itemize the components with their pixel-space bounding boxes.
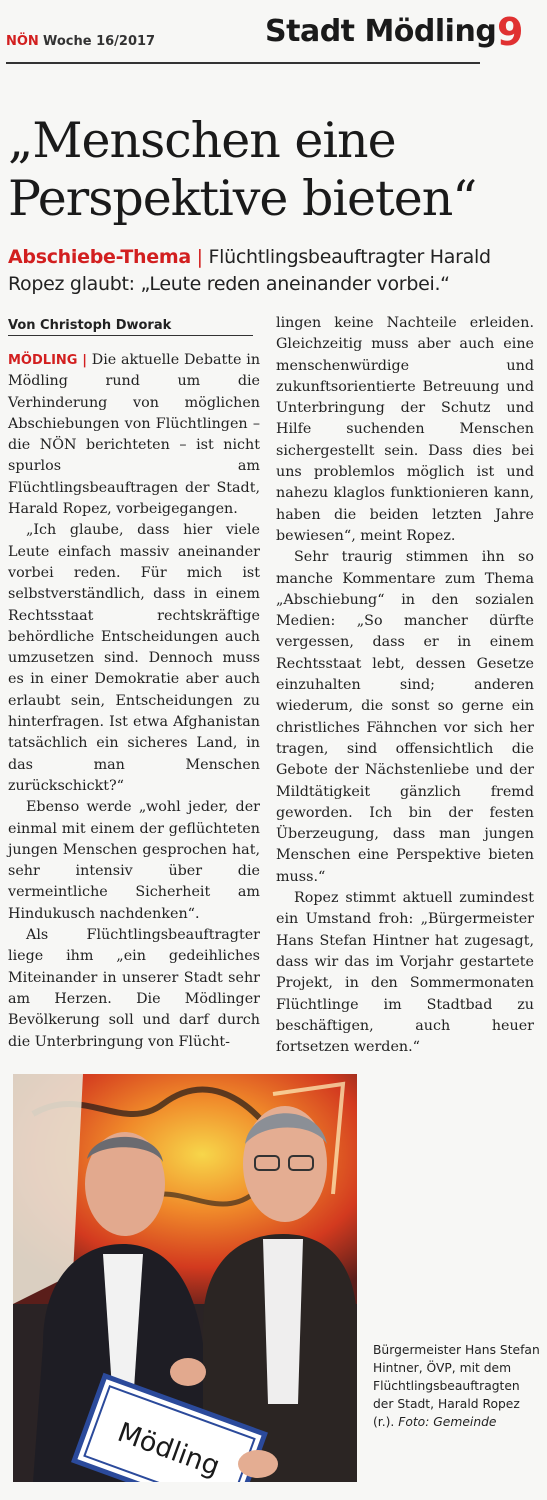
dateline: MÖDLING: [8, 353, 78, 368]
masthead: [0, 0, 547, 70]
paragraph: Ropez stimmt aktuell zumindest ein Umstand froh: „Bürgermeister Hans Stefan Hintner hat zugesagt, dass wir das im Vorjahr gestartete Projekt, in den Sommermonaten Flüchtlinge im Stadtbad zu beschäftigen, auch heuer fortsetzen werden.“: [276, 890, 534, 1056]
paragraph: Ebenso werde „wohl jeder, der einmal mit einem der geflüchteten jungen Menschen gesprochen hat, sehr intensiv über die vermeintliche Sicherheit am Hindukusch nachdenken“.: [8, 799, 260, 922]
article-column-right: [276, 313, 534, 1058]
page-number: 9: [497, 10, 524, 54]
subhead-text: Flüchtlingsbeauftragter Harald Ropez glaubt: „Leute reden aneinander vorbei.“: [8, 246, 491, 295]
town-sign-text: Mödling: [113, 1416, 224, 1482]
article-headline: „Menschen eine Perspektive bieten“: [8, 112, 477, 227]
article-subhead: [8, 244, 538, 298]
publication-brand: [6, 34, 155, 49]
paragraph: MÖDLING | Die aktuelle Debatte in Mödling rund um die Verhinderung von möglichen Abschiebungen von Flüchtlingen – die NÖN berichteten – ist nicht spurlos am Flüchtlingsbeauftragen der Stadt, Harald Ropez, vorbeigegangen.: [8, 352, 261, 518]
article-photo: [13, 1074, 357, 1482]
photo-illustration: [13, 1074, 357, 1482]
noen-logo: NÖN: [6, 34, 39, 49]
paragraph: lingen keine Nachteile erleiden. Gleichzeitig muss aber auch eine menschenwürdige und zukunftsorientierte Betreuung und Unterbringung der Schutz und Hilfe suchenden Menschen sichergestellt sein. Dass dies bei uns problemlos möglich ist und nahezu klaglos funktionieren kann, haben die beiden letzten Jahre bewiesen“, meint Ropez.: [276, 315, 534, 544]
photo-credit: Foto: Gemeinde: [398, 1415, 497, 1429]
article-byline: Von Christoph Dworak: [8, 318, 253, 336]
issue-label: Woche 16/2017: [42, 34, 156, 49]
section-title: Stadt Mödling: [265, 14, 497, 49]
caption-text: Bürgermeister Hans Stefan Hintner, ÖVP, mit dem Flüchtlingsbeauftragten der Stadt, Harald Ropez (r.).: [373, 1343, 540, 1429]
article-column-left: [8, 350, 260, 1053]
paragraph: Sehr traurig stimmen ihn so manche Kommentare zum Thema „Abschiebung“ in den sozialen Medien: „So mancher dürfte vergessen, dass er in einem Rechtsstaat lebt, dessen Gesetze einzuhalten sind; anderen wiederum, die sonst so gerne ein christliches Fähnchen vor sich her tragen, sind offensichtlich die Gebote der Nächstenliebe und der Mildtätigkeit gänzlich fremd geworden. Ich bin der festen Überzeugung, dass man jungen Menschen eine Perspektive bieten muss.“: [276, 549, 534, 885]
header-rule: [6, 62, 480, 64]
subhead-separator: |: [196, 246, 203, 268]
photo-caption: [373, 1341, 543, 1431]
paragraph: „Ich glaube, dass hier viele Leute einfach massiv aneinander vorbei reden. Für mich ist selbstverständlich, dass in einem Rechtsstaat rechtskräftige behördliche Entscheidungen auch umzusetzen sind. Dennoch muss es in einer Demokratie aber auch erlaubt sein, Entscheidungen zu hinterfragen. Ist etwa Afghanistan tatsächlich ein sicheres Land, in das man Menschen zurückschickt?“: [8, 522, 260, 794]
dateline-separator: |: [82, 353, 87, 368]
paragraph: Als Flüchtlingsbeauftragter liege ihm „ein gedeihliches Miteinander in unserer Stadt sehr am Herzen. Die Mödlinger Bevölkerung soll und darf durch die Unterbringung von Flücht-: [8, 927, 260, 1050]
subhead-kicker: Abschiebe-Thema: [8, 246, 191, 268]
